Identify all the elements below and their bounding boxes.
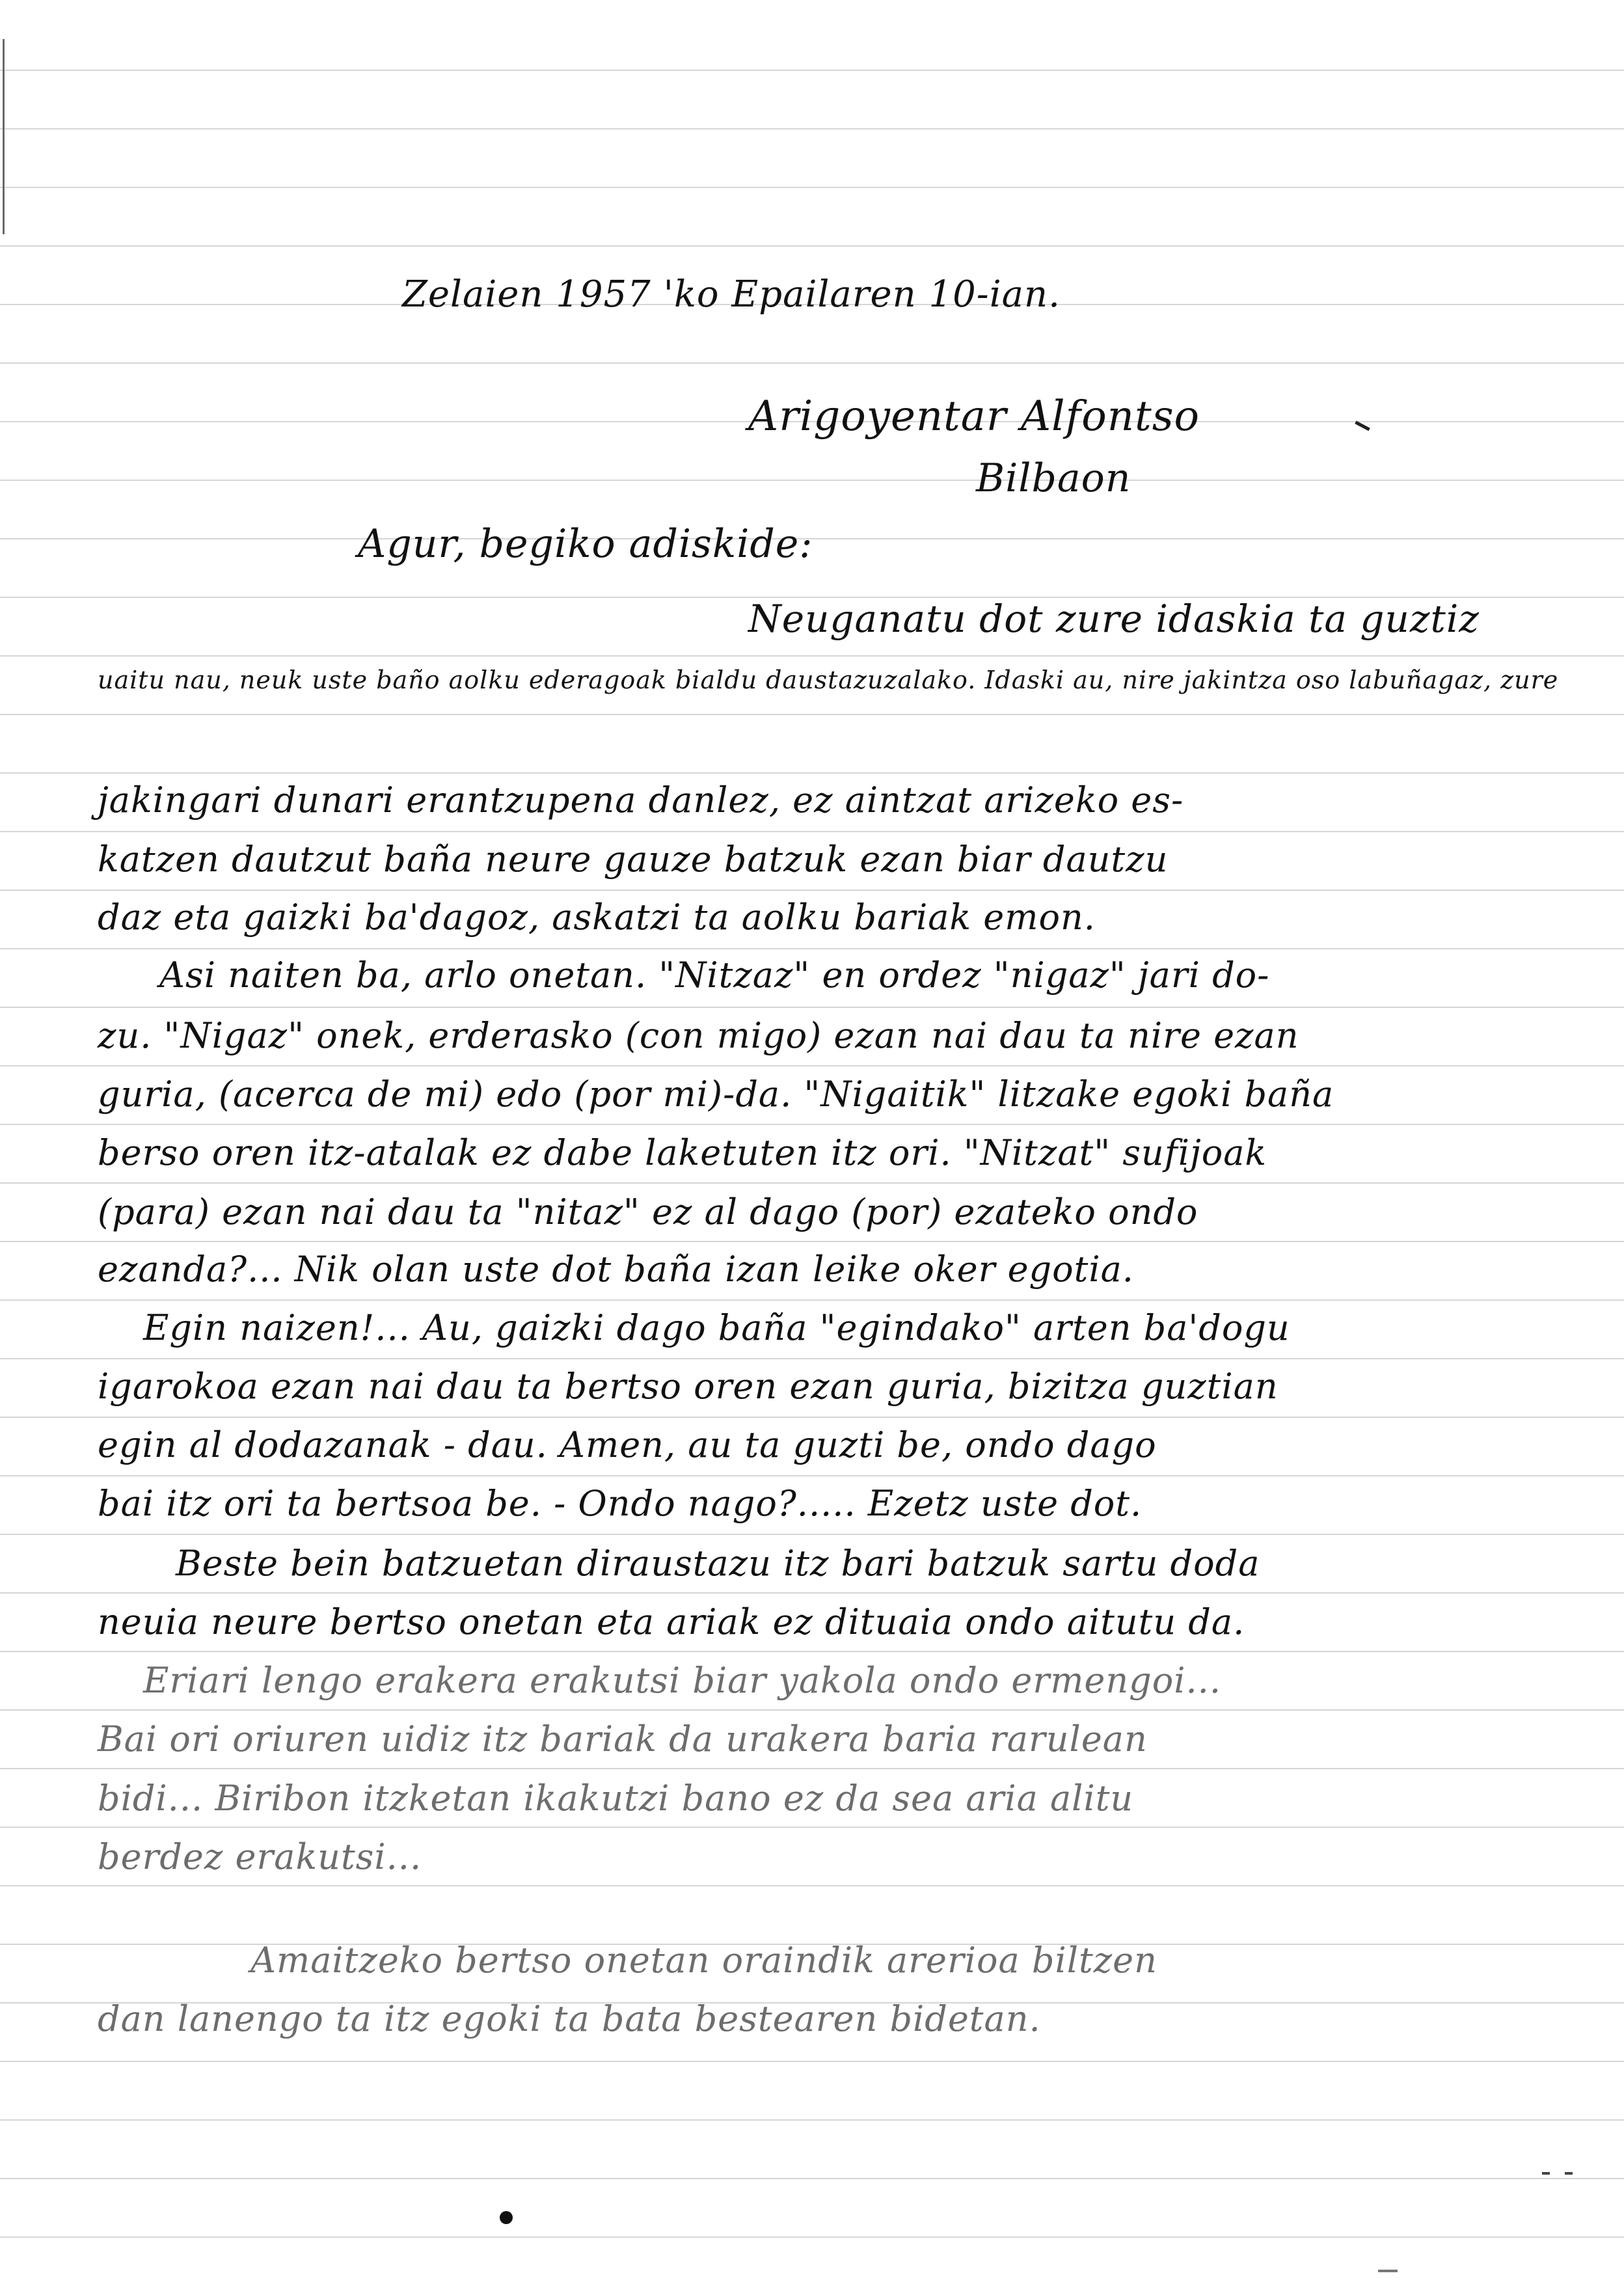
body-line: uaitu nau, neuk uste baño aolku ederagoak bialdu daustazuzalako. Idaski au, nire jakintza oso labuñagaz, zure bbox=[98, 666, 1559, 694]
pen-mark bbox=[1378, 2270, 1398, 2272]
body-line: egin al dodazanak - dau. Amen, au ta guzti be, ondo dago bbox=[98, 1424, 1157, 1465]
body-line: berdez erakutsi... bbox=[98, 1836, 422, 1877]
body-line: daz eta gaizki ba'dagoz, askatzi ta aolku bariak emon. bbox=[98, 897, 1096, 938]
ink-dot bbox=[500, 2211, 513, 2224]
body-line: igarokoa ezan nai dau ta bertso oren ezan guria, bizitza guztian bbox=[98, 1366, 1279, 1407]
recipient-city: Bilbaon bbox=[976, 455, 1131, 501]
body-line: katzen dautzut baña neure gauze batzuk ezan biar dautzu bbox=[98, 839, 1169, 880]
body-line: Bai ori oriuren uidiz itz bariak da urakera baria rarulean bbox=[98, 1718, 1148, 1759]
body-line: dan lanengo ta itz egoki ta bata bestearen bidetan. bbox=[98, 1998, 1041, 2039]
body-line: bidi... Biribon itzketan ikakutzi bano ez da sea aria alitu bbox=[98, 1778, 1134, 1819]
body-line: neuia neure bertso onetan eta ariak ez dituaia ondo aitutu da. bbox=[98, 1601, 1245, 1642]
body-line: jakingari dunari erantzupena danlez, ez aintzat arizeko es- bbox=[98, 780, 1184, 821]
dateline: Zelaien 1957 'ko Epailaren 10-ian. bbox=[402, 273, 1061, 316]
body-line: Eriari lengo erakera erakutsi biar yakola ondo ermengoi... bbox=[143, 1660, 1221, 1701]
body-line: Beste bein batzuetan diraustazu itz bari batzuk sartu doda bbox=[176, 1543, 1260, 1584]
pen-mark bbox=[1542, 2172, 1550, 2175]
body-line: berso oren itz-atalak ez dabe laketuten itz ori. "Nitzat" sufijoak bbox=[98, 1132, 1267, 1173]
body-line: (para) ezan nai dau ta "nitaz" ez al dago (por) ezateko ondo bbox=[98, 1191, 1198, 1232]
body-line: Asi naiten ba, arlo onetan. "Nitzaz" en ordez "nigaz" jari do- bbox=[159, 955, 1270, 996]
body-line: zu. "Nigaz" onek, erderasko (con migo) ezan nai dau ta nire ezan bbox=[98, 1015, 1299, 1056]
body-line: guria, (acerca de mi) edo (por mi)-da. "Nigaitik" litzake egoki baña bbox=[98, 1074, 1334, 1115]
salutation: Agur, begiko adiskide: bbox=[358, 521, 813, 567]
body-line: Egin naizen!... Au, gaizki dago baña "egindako" arten ba'dogu bbox=[143, 1307, 1290, 1348]
body-line: bai itz ori ta bertsoa be. - Ondo nago?..... Ezetz uste dot. bbox=[98, 1483, 1143, 1524]
body-line: ezanda?... Nik olan uste dot baña izan leike oker egotia. bbox=[98, 1249, 1134, 1290]
pen-mark bbox=[1565, 2172, 1573, 2175]
body-line: Amaitzeko bertso onetan oraindik arerioa biltzen bbox=[250, 1940, 1157, 1981]
body-line: Neuganatu dot zure idaskia ta guztiz bbox=[748, 597, 1480, 641]
recipient-name: Arigoyentar Alfontso bbox=[748, 392, 1200, 441]
